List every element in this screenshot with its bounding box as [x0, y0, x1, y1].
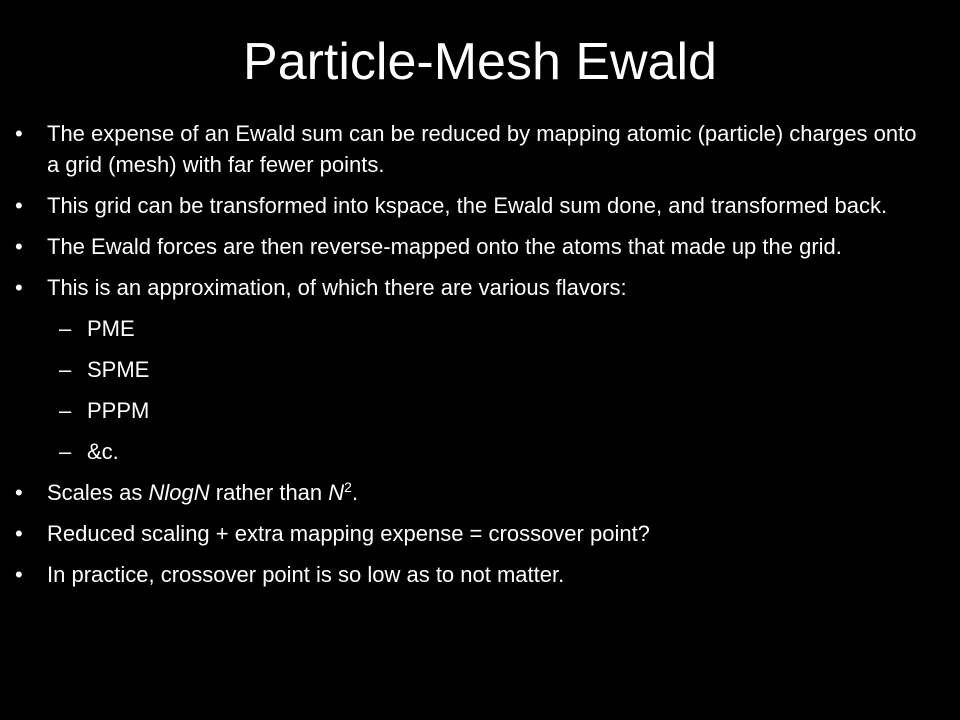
scaling-nlogn: NlogN [148, 480, 210, 505]
bullet-text: The Ewald forces are then reverse-mapped onto the atoms that made up the grid. [47, 234, 842, 259]
sub-bullet-item [47, 436, 927, 467]
bullet-marker: • [15, 521, 23, 546]
bullet-item [15, 118, 927, 180]
bullet-item [15, 559, 927, 590]
bullet-item [15, 190, 927, 221]
sub-bullet-item [47, 354, 927, 385]
bullet-item [15, 518, 927, 549]
sub-bullet-text: PME [87, 316, 135, 341]
scaling-suffix: . [351, 480, 359, 505]
sub-bullet-text: &c. [87, 439, 119, 464]
sub-bullet-text: PPPM [87, 398, 150, 423]
sub-bullet-item [47, 313, 927, 344]
slide-title: Particle-Mesh Ewald [243, 33, 717, 91]
bullet-text: The expense of an Ewald sum can be reduced by mapping atomic (particle) charges onto a grid (mesh) with far fewer points. [47, 121, 917, 177]
bullet-marker: • [15, 193, 23, 218]
bullet-text: Reduced scaling + extra mapping expense = crossover point? [47, 521, 650, 546]
sub-bullet-marker: – [59, 439, 72, 464]
bullet-marker: • [15, 275, 23, 300]
bullet-marker: • [15, 234, 23, 259]
sub-bullet-marker: – [59, 357, 72, 382]
scaling-prefix: Scales as [47, 480, 149, 505]
bullet-text: In practice, crossover point is so low as to not matter. [47, 562, 565, 587]
bullet-item [15, 231, 927, 262]
bullet-item [15, 272, 927, 303]
bullet-marker: • [15, 480, 23, 505]
bullet-text: This grid can be transformed into kspace, the Ewald sum done, and transformed back. [47, 193, 888, 218]
scaling-exponent: 2 [344, 479, 352, 495]
bullet-list [15, 118, 927, 600]
bullet-item-scaling [15, 477, 927, 508]
scaling-middle: rather than [209, 480, 329, 505]
sub-bullet-text: SPME [87, 357, 150, 382]
sub-bullet-marker: – [59, 398, 72, 423]
sub-bullet-item [47, 395, 927, 426]
bullet-marker: • [15, 562, 23, 587]
scaling-n: N [328, 480, 345, 505]
sub-bullet-marker: – [59, 316, 72, 341]
bullet-marker: • [15, 121, 23, 146]
bullet-text: This is an approximation, of which there are various flavors: [47, 275, 627, 300]
